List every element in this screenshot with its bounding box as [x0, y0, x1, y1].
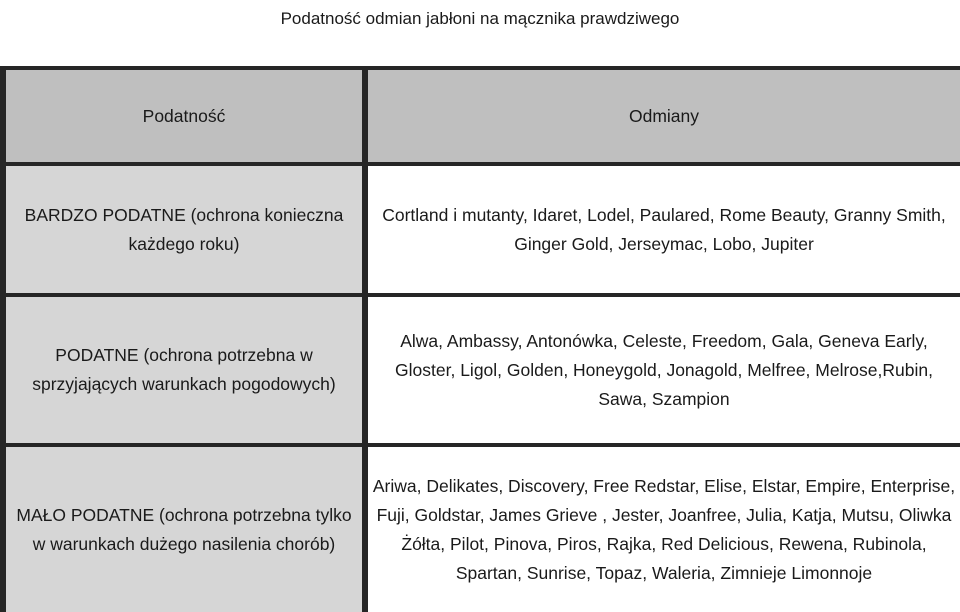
row-susceptible-varieties: Alwa, Ambassy, Antonówka, Celeste, Freedom, Gala, Geneva Early, Gloster, Ligol, Golden, Honeygold, Jonagold, Melfree, Melrose,Rubin, Sawa, Szampion	[368, 297, 960, 443]
row-low-susceptible-varieties: Ariwa, Delikates, Discovery, Free Redstar, Elise, Elstar, Empire, Enterprise, Fuji, Goldstar, James Grieve , Jester, Joanfree, Julia, Katja, Mutsu, Oliwka Żółta, Pilot, Pinova, Piros, Rajka, Red Delicious, Rewena, Rubinola, Spartan, Sunrise, Topaz, Waleria, Zimnieje Limonnoje	[368, 447, 960, 612]
susceptibility-table	[0, 66, 960, 612]
header-varieties: Odmiany	[368, 70, 960, 162]
row-low-susceptible-category: MAŁO PODATNE (ochrona potrzebna tylko w warunkach dużego nasilenia chorób)	[6, 447, 362, 612]
header-susceptibility: Podatność	[6, 70, 362, 162]
row-very-susceptible-varieties: Cortland i mutanty, Idaret, Lodel, Paulared, Rome Beauty, Granny Smith, Ginger Gold, Jerseymac, Lobo, Jupiter	[368, 166, 960, 293]
row-very-susceptible-category: BARDZO PODATNE (ochrona konieczna każdego roku)	[6, 166, 362, 293]
document-title: Podatność odmian jabłoni na mącznika prawdziwego	[280, 9, 680, 28]
row-susceptible-category: PODATNE (ochrona potrzebna w sprzyjających warunkach pogodowych)	[6, 297, 362, 443]
